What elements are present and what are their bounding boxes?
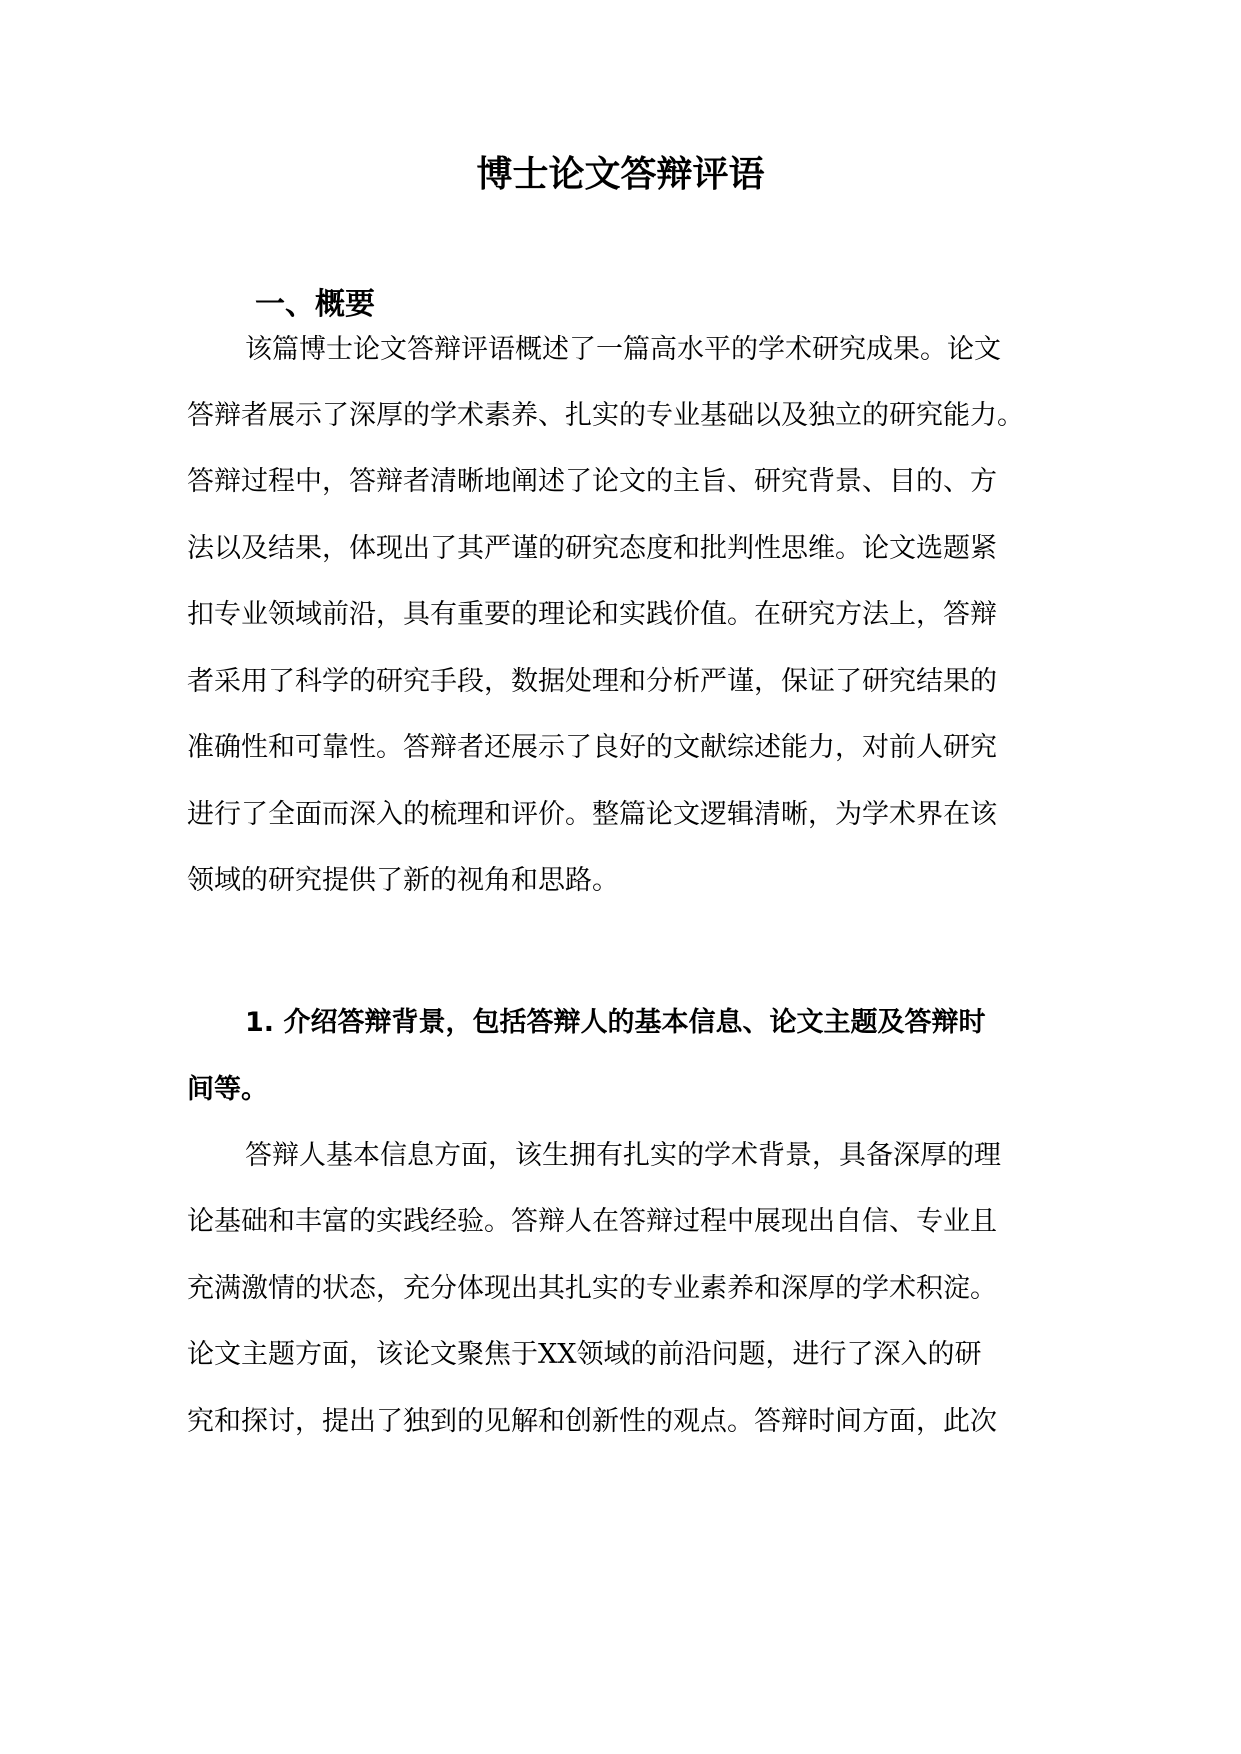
paragraph-line: 论基础和丰富的实践经验。答辩人在答辩过程中展现出自信、专业且 [187, 1206, 997, 1237]
section-heading-overview: 一、概要 [255, 287, 375, 322]
document-title: 博士论文答辩评语 [476, 154, 765, 195]
paragraph-line: 进行了全面而深入的梳理和评价。整篇论文逻辑清晰，为学术界在该 [187, 799, 997, 830]
paragraph-line: 充满激情的状态，充分体现出其扎实的专业素养和深厚的学术积淀。 [187, 1273, 997, 1304]
paragraph-line: 领域的研究提供了新的视角和思路。 [187, 865, 619, 896]
paragraph-line: 该篇博士论文答辩评语概述了一篇高水平的学术研究成果。论文 [245, 334, 1001, 365]
subheading-line: 间等。 [187, 1074, 268, 1105]
subheading-line: 1. 介绍答辩背景，包括答辩人的基本信息、论文主题及答辩时 [245, 1007, 986, 1038]
paragraph-line: 答辩者展示了深厚的学术素养、扎实的专业基础以及独立的研究能力。 [187, 400, 1024, 431]
paragraph-line: 究和探讨，提出了独到的见解和创新性的观点。答辩时间方面，此次 [187, 1406, 997, 1437]
paragraph-line: 法以及结果，体现出了其严谨的研究态度和批判性思维。论文选题紧 [187, 533, 997, 564]
paragraph-line: 准确性和可靠性。答辩者还展示了良好的文献综述能力，对前人研究 [187, 732, 997, 763]
paragraph-line: 扣专业领域前沿，具有重要的理论和实践价值。在研究方法上，答辩 [187, 599, 997, 630]
paragraph-line: 答辩过程中，答辩者清晰地阐述了论文的主旨、研究背景、目的、方 [187, 466, 997, 497]
paragraph-line: 者采用了科学的研究手段，数据处理和分析严谨，保证了研究结果的 [187, 666, 997, 697]
paragraph-line: 论文主题方面，该论文聚焦于XX领域的前沿问题，进行了深入的研 [187, 1339, 982, 1370]
paragraph-line: 答辩人基本信息方面，该生拥有扎实的学术背景，具备深厚的理 [245, 1140, 1001, 1171]
